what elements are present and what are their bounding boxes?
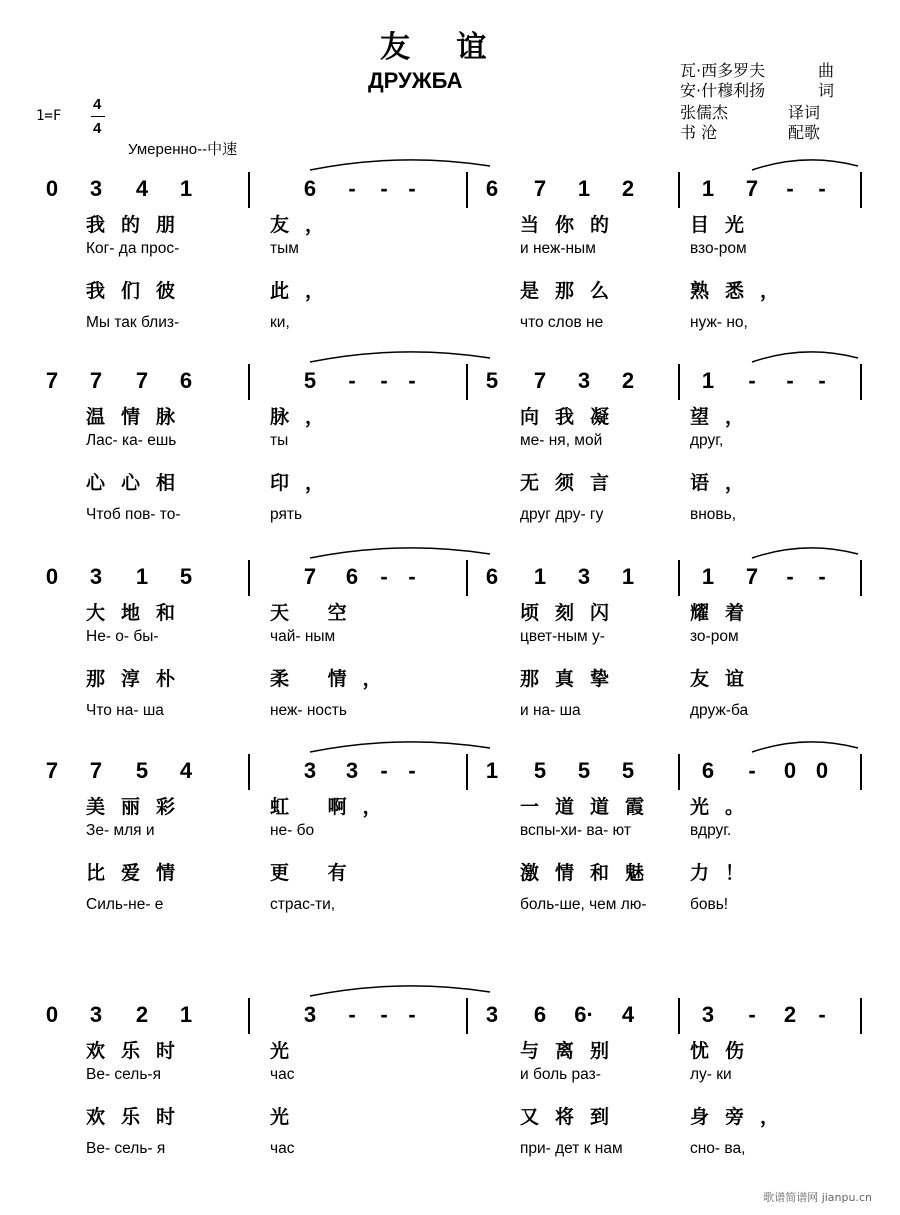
note: 6 (485, 176, 499, 201)
lyric-chinese: 激情和魅 (520, 862, 661, 884)
lyric-russian: Не- о- бы- (86, 628, 159, 645)
note: - (748, 1002, 756, 1027)
slur (752, 160, 858, 170)
lyric-chinese: 那淳朴 (86, 668, 192, 690)
note: 7 (135, 368, 149, 393)
note: 7 (745, 176, 759, 201)
lyric-russian: боль-ше, чем лю- (520, 896, 647, 913)
lyric-chinese: 光 (270, 1040, 306, 1062)
note: - (748, 758, 756, 783)
slur (752, 742, 858, 752)
lyric-chinese: 身旁， (690, 1106, 796, 1128)
lyric-russian: час (270, 1140, 295, 1157)
lyric-russian: вдруг. (690, 822, 732, 839)
note: 5 (533, 758, 547, 783)
note: 1 (701, 564, 715, 589)
note: - (818, 1002, 826, 1027)
credit-lyricist (680, 81, 835, 100)
note: 6 (533, 1002, 547, 1027)
note: - (380, 368, 388, 393)
slur (752, 548, 858, 558)
lyric-chinese: 天 空 (270, 602, 363, 624)
note: 6· (574, 1002, 594, 1027)
note: 1 (135, 564, 149, 589)
lyric-chinese: 比爱情 (86, 862, 192, 884)
note: 2 (783, 1002, 797, 1027)
lyric-chinese: 语， (690, 472, 761, 494)
slur-arcs (0, 342, 900, 382)
note: 0 (45, 1002, 59, 1027)
note: - (408, 564, 416, 589)
lyric-chinese: 更 有 (270, 862, 363, 884)
time-signature-bottom: 4 (93, 120, 102, 137)
note: - (408, 368, 416, 393)
lyric-russian: друж-ба (690, 702, 749, 719)
lyric-russian: Силь-не- е (86, 896, 164, 913)
slur-arcs (0, 976, 900, 1016)
lyric-chinese: 此， (270, 280, 341, 302)
slur (310, 352, 490, 362)
song-title-russian: ДРУЖБА (368, 68, 463, 93)
slur-arcs (0, 150, 900, 190)
note: 5 (621, 758, 635, 783)
time-signature-divider (91, 116, 105, 117)
lyric-russian: Чтоб пов- то- (86, 506, 181, 523)
note: - (348, 176, 356, 201)
note: - (348, 368, 356, 393)
time-signature-top: 4 (93, 96, 102, 113)
note: - (748, 368, 756, 393)
credit-role: 配歌 (788, 123, 821, 142)
note: - (408, 176, 416, 201)
lyric-russian: друг дру- гу (520, 506, 604, 523)
lyric-russian: Ког- да прос- (86, 240, 180, 257)
credit-translator (680, 103, 821, 122)
lyric-chinese: 熟悉， (690, 280, 796, 302)
credit-name: 书 沧 (680, 123, 718, 142)
note: 2 (621, 176, 635, 201)
lyric-russian: цвет-ным у- (520, 628, 605, 645)
note: 3 (577, 564, 591, 589)
note: 6 (303, 176, 317, 201)
lyric-russian: чай- ным (270, 628, 336, 645)
note: 4 (135, 176, 149, 201)
note: - (818, 368, 826, 393)
lyric-chinese: 与离别 (520, 1040, 626, 1062)
note: 1 (621, 564, 635, 589)
lyric-russian: Мы так близ- (86, 314, 180, 331)
note: 7 (303, 564, 317, 589)
note: 3 (303, 758, 317, 783)
note: 3 (89, 176, 103, 201)
lyric-chinese: 目光 (690, 214, 761, 236)
tempo-marking: Умеренно--中速 (128, 141, 238, 158)
note: 1 (533, 564, 547, 589)
lyric-russian: сно- ва, (690, 1140, 746, 1157)
lyric-russian: при- дет к нам (520, 1140, 623, 1157)
note: - (818, 176, 826, 201)
lyric-chinese: 友， (270, 214, 341, 236)
lyric-russian: взо-ром (690, 240, 747, 257)
credit-name: 张儒杰 (680, 103, 729, 122)
note: 3 (485, 1002, 499, 1027)
lyric-chinese: 温情脉 (86, 406, 192, 428)
note: 7 (745, 564, 759, 589)
note: 0 (815, 758, 829, 783)
lyric-chinese: 我们彼 (86, 280, 192, 302)
note: 3 (89, 564, 103, 589)
note: - (380, 1002, 388, 1027)
note: 1 (179, 1002, 193, 1027)
note: 6 (701, 758, 715, 783)
note: 3 (89, 1002, 103, 1027)
lyric-russian: что слов не (520, 314, 604, 331)
note: 5 (577, 758, 591, 783)
lyric-chinese: 一道道霞 (520, 796, 661, 818)
lyric-russian: страс-ти, (270, 896, 336, 913)
note: 1 (701, 176, 715, 201)
note: 0 (45, 176, 59, 201)
lyric-chinese: 是那么 (520, 280, 626, 302)
slur (310, 160, 490, 170)
note: 6 (485, 564, 499, 589)
lyric-russian: ты (270, 432, 289, 449)
note: - (380, 176, 388, 201)
watermark: 歌谱简谱网 jianpu.cn (763, 1191, 872, 1204)
lyric-chinese: 向我凝 (520, 406, 626, 428)
note: - (786, 564, 794, 589)
lyric-chinese: 欢乐时 (86, 1106, 192, 1128)
lyric-chinese: 虹 啊， (270, 796, 398, 818)
note: 3 (303, 1002, 317, 1027)
lyric-russian: и неж-ным (520, 240, 596, 257)
lyric-russian: вновь, (690, 506, 737, 523)
lyric-chinese: 欢乐时 (86, 1040, 192, 1062)
credit-name: 安·什穆利扬 (680, 81, 766, 100)
lyric-russian: Ве- сель-я (86, 1066, 161, 1083)
slur (310, 986, 490, 996)
note: 7 (533, 368, 547, 393)
credit-name: 瓦·西多罗夫 (680, 61, 766, 80)
lyric-chinese: 脉， (270, 406, 341, 428)
lyric-chinese: 美丽彩 (86, 796, 192, 818)
slur (752, 352, 858, 362)
lyric-chinese: 那真挚 (520, 668, 626, 690)
note: 2 (621, 368, 635, 393)
note: - (348, 1002, 356, 1027)
note: 4 (621, 1002, 635, 1027)
lyric-russian: друг, (690, 432, 724, 449)
credit-role: 译词 (788, 103, 821, 122)
lyric-chinese: 印， (270, 472, 341, 494)
slur-arcs (0, 538, 900, 578)
lyric-chinese: 柔 情， (270, 668, 398, 690)
lyric-chinese: 我的朋 (86, 214, 192, 236)
lyric-russian: лу- ки (690, 1066, 732, 1083)
lyric-chinese: 光 (270, 1106, 306, 1128)
lyric-russian: Лас- ка- ешь (86, 432, 177, 449)
note: 3 (345, 758, 359, 783)
lyric-russian: вспы-хи- ва- ют (520, 822, 631, 839)
note: 1 (577, 176, 591, 201)
lyric-chinese: 当你的 (520, 214, 626, 236)
lyric-chinese: 耀着 (690, 602, 761, 624)
lyric-chinese: 力！ (690, 862, 761, 884)
note: 7 (89, 368, 103, 393)
note: 3 (701, 1002, 715, 1027)
note: 0 (783, 758, 797, 783)
note: - (818, 564, 826, 589)
lyric-russian: зо-ром (690, 628, 739, 645)
lyric-russian: рять (270, 506, 303, 523)
slur (310, 742, 490, 752)
lyric-chinese: 友谊 (690, 668, 761, 690)
song-title-chinese: 友 谊 (380, 30, 505, 65)
lyric-russian: и на- ша (520, 702, 581, 719)
note: 5 (179, 564, 193, 589)
note: 7 (45, 368, 59, 393)
lyric-chinese: 光。 (690, 796, 761, 818)
note: 3 (577, 368, 591, 393)
note: - (380, 758, 388, 783)
note: 1 (179, 176, 193, 201)
lyric-russian: неж- ность (270, 702, 347, 719)
credit-role: 曲 (818, 61, 835, 80)
note: 5 (135, 758, 149, 783)
note: 2 (135, 1002, 149, 1027)
slur-arcs (0, 732, 900, 772)
note: 1 (485, 758, 499, 783)
lyric-chinese: 顷刻闪 (520, 602, 626, 624)
credit-composer (680, 61, 835, 80)
lyric-russian: не- бо (270, 822, 315, 839)
lyric-russian: ки, (270, 314, 290, 331)
note: 7 (89, 758, 103, 783)
note: 4 (179, 758, 193, 783)
slur (310, 548, 490, 558)
note: 6 (345, 564, 359, 589)
lyric-russian: тым (270, 240, 299, 257)
lyric-russian: Ве- сель- я (86, 1140, 166, 1157)
note: - (380, 564, 388, 589)
note: 1 (701, 368, 715, 393)
note: 5 (485, 368, 499, 393)
note: - (786, 368, 794, 393)
note: 7 (45, 758, 59, 783)
lyric-russian: нуж- но, (690, 314, 748, 331)
note: - (786, 176, 794, 201)
note: 0 (45, 564, 59, 589)
lyric-russian: бовь! (690, 896, 729, 913)
key-signature: 1=F (36, 108, 62, 124)
lyric-russian: Зе- мля и (86, 822, 155, 839)
lyric-chinese: 又将到 (520, 1106, 626, 1128)
credit-arranger (680, 123, 821, 142)
lyric-chinese: 忧伤 (690, 1040, 761, 1062)
lyric-chinese: 大地和 (86, 602, 192, 624)
note: - (408, 758, 416, 783)
note: 5 (303, 368, 317, 393)
note: 7 (533, 176, 547, 201)
lyric-chinese: 心心相 (86, 472, 192, 494)
note: - (408, 1002, 416, 1027)
lyric-chinese: 望， (690, 406, 761, 428)
lyric-russian: час (270, 1066, 295, 1083)
credit-role: 词 (818, 81, 835, 100)
lyric-russian: и боль раз- (520, 1066, 601, 1083)
lyric-russian: ме- ня, мой (520, 432, 603, 449)
note: 6 (179, 368, 193, 393)
lyric-russian: Что на- ша (86, 702, 164, 719)
lyric-chinese: 无须言 (520, 472, 626, 494)
